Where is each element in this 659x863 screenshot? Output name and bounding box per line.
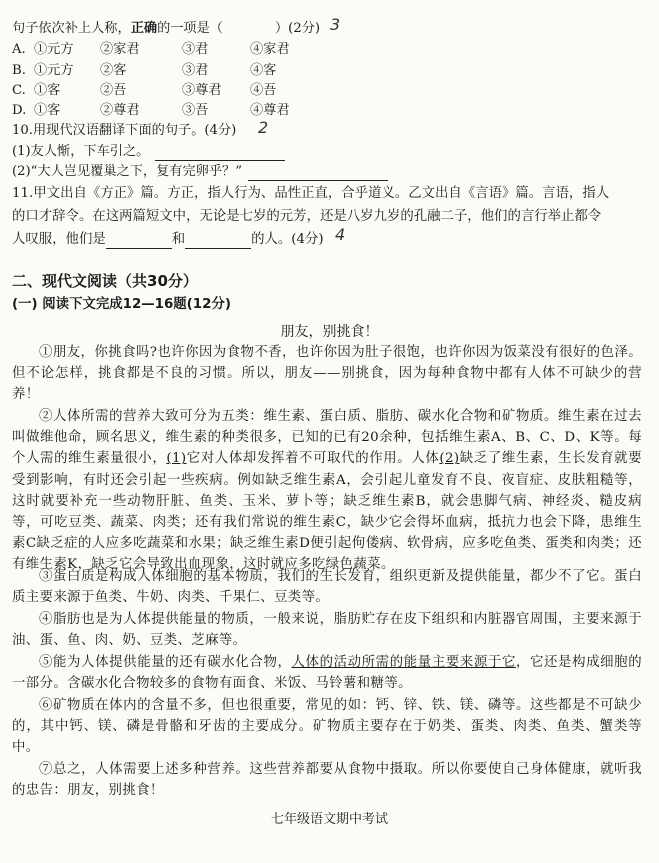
q10-answer-blank-2[interactable] bbox=[248, 166, 388, 181]
q10-stem: 10.用现代汉语翻译下面的句子。(4分) bbox=[12, 123, 237, 138]
article-paragraph-3: ③蛋白质是构成人体细胞的基本物质，我们的生长发育，组织更新及提供能量，都少不了它。蛋白质主要来源于鱼类、牛奶、肉类、千果仁、豆类等。 bbox=[12, 569, 642, 606]
q11-answer-blank-1[interactable] bbox=[106, 234, 172, 249]
q11-line-2: 的口才辞令。在这两篇短文中，无论是七岁的元芳，还是八岁九岁的孔融二子，他们的言行举止都令 bbox=[12, 209, 602, 224]
q11-line-1: 11.甲文出自《方正》篇。方正，指人行为、品性正直，合乎道义。乙文出自《言语》篇。言语，指人 bbox=[12, 186, 610, 201]
q9-stem-bold: 正确 bbox=[130, 21, 158, 36]
q10-score-mark: 2 bbox=[258, 118, 269, 137]
q10-sentence-2: (2)“大人岂见覆巢之下，复有完卵乎？” bbox=[12, 163, 388, 181]
blank-1: (1) bbox=[166, 451, 187, 467]
underlined-sentence: 人体的活动所需的能量主要来源于它 bbox=[291, 655, 516, 670]
article-paragraph-1: ①朋友，你挑食吗?也许你因为食物不香，也许你因为肚子很饱，也许你因为饭菜没有很好的色泽。但不论怎样，挑食都是不良的习惯。所以，朋友——别挑食，因为每种食物中都有人体不可缺少的营养！ bbox=[12, 345, 642, 403]
article-title: 朋友，别挑食！ bbox=[280, 324, 379, 340]
article-paragraph-7: ⑦总之，人体需要上述多种营养。这些营养都要从食物中摄取。所以你要使自己身体健康，就听我的忠告：朋友，别挑食！ bbox=[12, 762, 642, 799]
article-paragraph-4: ④脂肪也是为人体提供能量的物质，一般来说，脂肪贮存在皮下组织和内脏器官周围，主要来源于油、蛋、鱼、肉、奶、豆类、芝麻等。 bbox=[12, 612, 642, 649]
blank-2: (2) bbox=[439, 451, 460, 467]
q9-stem: 句子依次补上人称，正确的一项是（ ）(2分) bbox=[12, 21, 321, 36]
q11-line-3: 人叹服，他们是 和 的人。(4分) bbox=[12, 232, 324, 247]
section2-sub: (一) 阅读下文完成12—16题(12分) bbox=[12, 297, 231, 312]
section2-title: 二、现代文阅读（共30分） bbox=[12, 272, 198, 290]
q11-answer-blank-2[interactable] bbox=[185, 234, 251, 249]
q9-score-mark: 3 bbox=[330, 15, 341, 34]
q11-score-mark: 4 bbox=[335, 225, 346, 244]
article-paragraph-5: ⑤能为人体提供能量的还有碳水化合物，人体的活动所需的能量主要来源于它，它还是构成细胞的一部分。含碳水化合物较多的食物有面食、米饭、马铃薯和糖等。 bbox=[12, 655, 642, 692]
q10-sentence-1: (1)友人惭，下车引之。 bbox=[12, 143, 285, 161]
page-footer: 七年级语文期中考试 bbox=[270, 812, 388, 827]
article-paragraph-6: ⑥矿物质在体内的含量不多，但也很重要，常见的如：钙、锌、铁、镁、磷等。这些都是不可缺少的，其中钙、镁、磷是骨骼和牙齿的主要成分。矿物质主要存在于奶类、蛋类、肉类、鱼类、蟹类等中。 bbox=[12, 698, 642, 756]
q10-answer-blank-1[interactable] bbox=[155, 146, 285, 161]
article-paragraph-2: ②人体所需的营养大致可分为五类：维生素、蛋白质、脂肪、碳水化合物和矿物质。维生素在过去叫做维他命，顾名思义，维生素的种类很多，已知的已有20余种，包括维生素A、B、C、D、K等。每个人需的维生素量很小，(1)它对人体却发挥着不可取代的作用。人体(2)缺乏了维生素，生长发育就要受到影响，有时还会引起一些疾病。例如缺乏维生素A，会引起儿童发育不良、夜盲症、皮肤粗糙等，这时就要补充一些动物肝脏、鱼类、玉米、萝卜等；缺乏维生素B，就会患脚气病、神经炎、糙皮病等，可吃豆类、蔬菜、肉类；还有我们常说的维生素C，缺少它会得坏血病，抵抗力也会下降，患维生素C缺乏症的人应多吃蔬菜和水果；缺乏维生素D便引起佝偻病、软骨病，应多吃鱼类、蛋类和肉类；还有维生素K，缺乏它会导致出血现象，这时就应多吃绿色蔬菜。 bbox=[12, 409, 642, 573]
